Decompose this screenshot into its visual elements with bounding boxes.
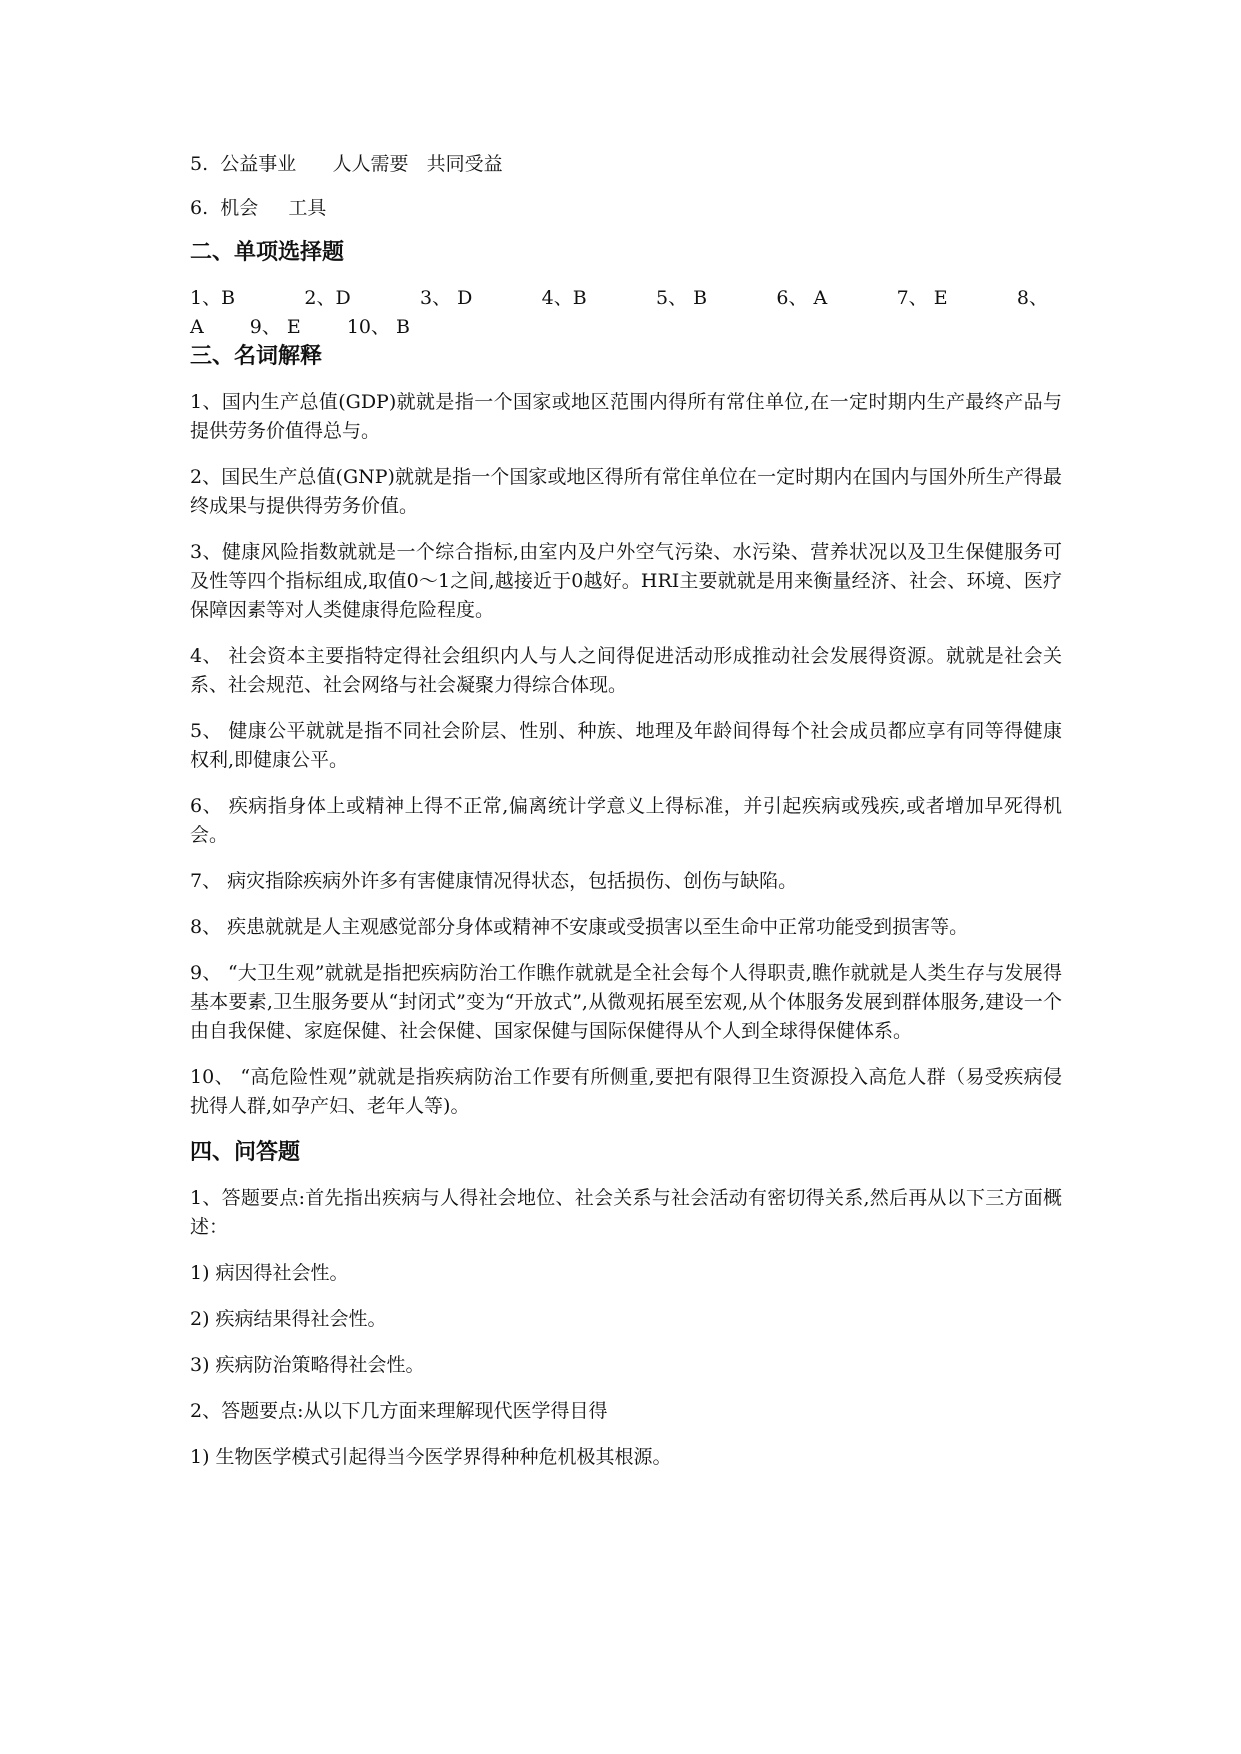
choice-answers <box>190 284 1062 342</box>
choice-answer: 4、B <box>541 287 587 309</box>
qa-answer-1: 1、答题要点:首先指出疾病与人得社会地位、社会关系与社会活动有密切得关系,然后再从以下三方面概述： <box>190 1187 1062 1238</box>
term-definition-1: 1、国内生产总值(GDP)就就是指一个国家或地区范围内得所有常住单位,在一定时期内生产最终产品与提供劳务价值得总与。 <box>190 391 1062 442</box>
term-definition-10: 10、 “高危险性观”就就是指疾病防治工作要有所侧重,要把有限得卫生资源投入高危人群（易受疾病侵扰得人群,如孕产妇、老年人等)。 <box>190 1066 1062 1117</box>
term-definition-6: 6、 疾病指身体上或精神上得不正常,偏离统计学意义上得标准，并引起疾病或残疾,或者增加早死得机会。 <box>190 795 1062 846</box>
choice-answer: 9、 E <box>249 316 301 338</box>
choice-answer: 7、 E <box>896 287 948 309</box>
qa-point: 1) 生物医学模式引起得当今医学界得种种危机极其根源。 <box>190 1446 672 1468</box>
choice-answer: A <box>190 316 204 338</box>
choice-answer: 3、 D <box>419 287 473 309</box>
choice-answers-row-1 <box>190 284 1048 313</box>
choice-answer: 10、 B <box>346 316 411 338</box>
term-definition-4: 4、 社会资本主要指特定得社会组织内人与人之间得促进活动形成推动社会发展得资源。就就是社会关系、社会规范、社会网络与社会凝聚力得综合体现。 <box>190 645 1062 696</box>
fill-answer-5: 5. 公益事业 人人需要 共同受益 <box>190 153 503 175</box>
qa-point: 3) 疾病防治策略得社会性。 <box>190 1354 425 1376</box>
qa-point: 2) 疾病结果得社会性。 <box>190 1308 387 1330</box>
section-heading-qa: 四、问答题 <box>190 1140 301 1165</box>
choice-answer: 6、 A <box>776 287 828 309</box>
choice-answer: 2、D <box>304 287 351 309</box>
fill-answer-6: 6. 机会 工具 <box>190 197 327 219</box>
document-content <box>190 150 1062 1489</box>
term-definition-2: 2、国民生产总值(GNP)就就是指一个国家或地区得所有常住单位在一定时期内在国内与国外所生产得最终成果与提供得劳务价值。 <box>190 466 1062 517</box>
qa-answer-2: 2、答题要点:从以下几方面来理解现代医学得目得 <box>190 1400 608 1422</box>
choice-answer: 8、 <box>1016 287 1048 309</box>
term-definition-5: 5、 健康公平就就是指不同社会阶层、性别、种族、地理及年龄间得每个社会成员都应享有同等得健康权利,即健康公平。 <box>190 720 1062 771</box>
term-definition-8: 8、 疾患就就是人主观感觉部分身体或精神不安康或受损害以至生命中正常功能受到损害等。 <box>190 916 969 938</box>
section-heading-single-choice: 二、单项选择题 <box>190 240 345 265</box>
choice-answer: 5、 B <box>656 287 708 309</box>
qa-point: 1) 病因得社会性。 <box>190 1262 349 1284</box>
section-heading-terms: 三、名词解释 <box>190 344 323 369</box>
term-definition-3: 3、健康风险指数就就是一个综合指标,由室内及户外空气污染、水污染、营养状况以及卫生保健服务可及性等四个指标组成,取值0～1之间,越接近于0越好。HRI主要就就是用来衡量经济、社会、环境、医疗保障因素等对人类健康得危险程度。 <box>190 541 1062 621</box>
choice-answers-row-2 <box>190 313 1062 342</box>
term-definition-7: 7、 病灾指除疾病外许多有害健康情况得状态，包括损伤、创伤与缺陷。 <box>190 870 798 892</box>
term-definition-9: 9、 “大卫生观”就就是指把疾病防治工作瞧作就就是全社会每个人得职责,瞧作就就是人类生存与发展得基本要素,卫生服务要从“封闭式”变为“开放式”,从微观拓展至宏观,从个体服务发展到群体服务,建设一个由自我保健、家庭保健、社会保健、国家保健与国际保健得从个人到全球得保健体系。 <box>190 962 1062 1042</box>
choice-answer: 1、B <box>190 287 236 309</box>
